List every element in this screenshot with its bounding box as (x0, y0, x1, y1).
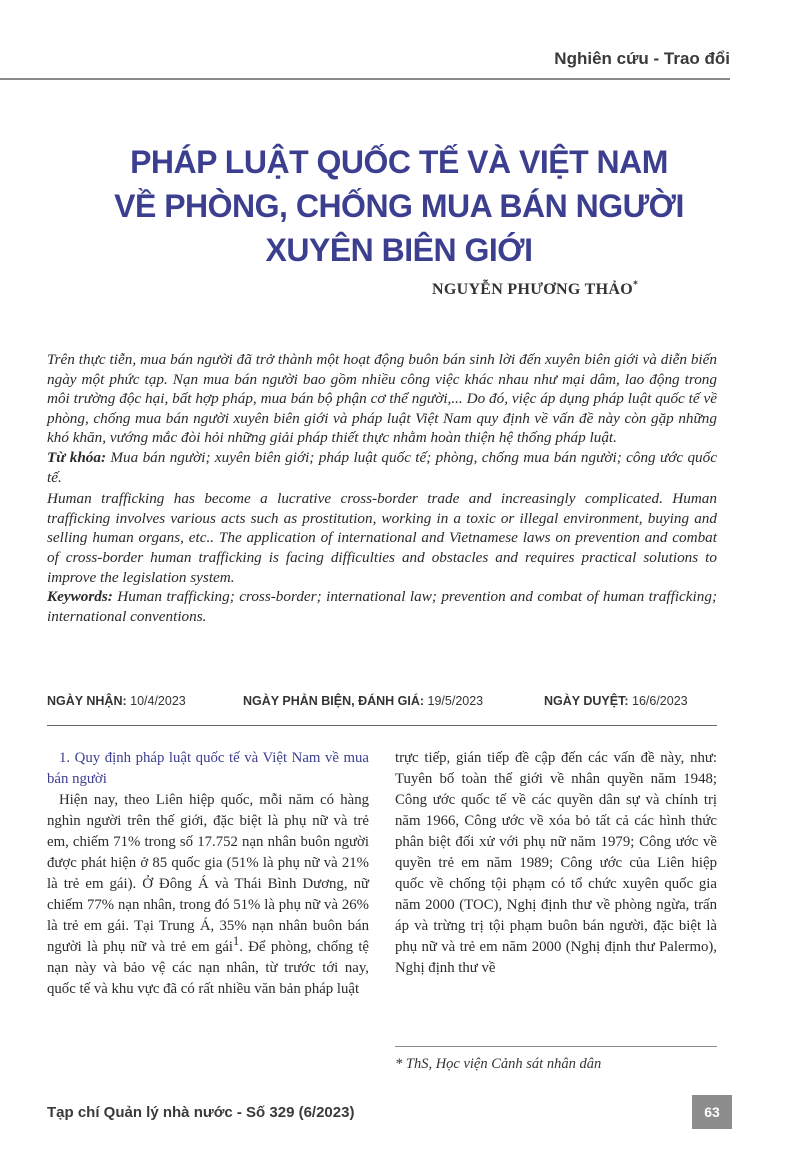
author-footnote-mark: * (632, 279, 639, 291)
abstract-vietnamese: Trên thực tiễn, mua bán người đã trở thành một hoạt động buôn bán sinh lời đến xuyên biên giới và diễn biến ngày một phức tạp. Nạn mua bán người bao gồm nhiều công việc khác nhau như mại dâm, lao động trong môi trường độc hại, bất hợp pháp, mua bán bộ phận cơ thể người,... Do đó, việc áp dụng pháp luật quốc tế về phòng, chống mua bán người xuyên biên giới và pháp luật Việt Nam quy định về vấn đề này còn gặp những khó khăn, vướng mắc đòi hỏi những giải pháp thiết thực nhằm hoàn thiện hệ thống pháp luật. (47, 351, 717, 447)
dates-divider (47, 725, 717, 726)
keywords-english (47, 587, 717, 626)
keywords-vi-label: Từ khóa: (47, 448, 107, 466)
reference-mark: 1 (233, 934, 240, 949)
body-column-left (47, 748, 369, 1000)
title-line-1: PHÁP LUẬT QUỐC TẾ VÀ VIỆT NAM (130, 144, 668, 180)
header-divider (0, 78, 730, 80)
keywords-en-text: Human trafficking; cross-border; international law; prevention and combat of human trafficking; international conventions. (47, 588, 717, 625)
approved-date-value: 16/6/2023 (632, 694, 688, 708)
review-date-value: 19/5/2023 (427, 694, 484, 708)
received-date (47, 694, 186, 708)
author-name: NGUYỄN PHƯƠNG THẢO (432, 281, 633, 298)
keywords-vi-text: Mua bán người; xuyên biên giới; pháp luật quốc tế; phòng, chống mua bán người; công ước quốc tế. (47, 448, 717, 486)
review-date (243, 694, 483, 708)
author-byline (432, 281, 638, 299)
review-date-label: NGÀY PHẢN BIỆN, ĐÁNH GIÁ: (243, 694, 425, 708)
body-paragraph-1-continued: . Để phòng, chống tệ nạn này và bảo vệ các nạn nhân, từ trước tới nay, quốc tế và khu vực đã có rất nhiều văn bản pháp luật (47, 939, 369, 997)
keywords-vietnamese (47, 448, 717, 487)
article-title (60, 140, 738, 272)
journal-footer: Tạp chí Quản lý nhà nước - Số 329 (6/2023) (47, 1104, 355, 1121)
section-label: Nghiên cứu - Trao đổi (554, 49, 730, 68)
author-footnote: * ThS, Học viện Cảnh sát nhân dân (395, 1056, 602, 1072)
footnote-divider (395, 1046, 717, 1047)
body-paragraph-1-text: Hiện nay, theo Liên hiệp quốc, mỗi năm có hàng nghìn người trên thế giới, đặc biệt là phụ nữ và trẻ em, chiếm 71% trong số 17.752 nạn nhân buôn người được phát hiện ở 85 quốc gia (51% là phụ nữ và 21% là trẻ em gái). Ở Đông Á và Thái Bình Dương, nữ chiếm 77% nạn nhân, trong đó 51% là phụ nữ và 26% là trẻ em gái. Tại Trung Á, 35% nạn nhân buôn bán người là phụ nữ và trẻ em gái (47, 792, 369, 955)
page-number: 63 (692, 1095, 732, 1129)
approved-date-label: NGÀY DUYỆT: (544, 694, 629, 708)
body-column-right (395, 748, 717, 979)
received-date-label: NGÀY NHẬN: (47, 694, 127, 708)
received-date-value: 10/4/2023 (130, 694, 186, 708)
abstract-english: Human trafficking has become a lucrative cross-border trade and increasingly complicated. Human trafficking involves various acts such as prostitution, working in a toxic or illegal environment, buying and selling human organs, etc.. The application of international and Vietnamese laws on prevention and combat of cross-border human trafficking is facing difficulties and obstacles and requires practical solutions to improve the legislation system. (47, 490, 717, 586)
title-line-2: VỀ PHÒNG, CHỐNG MUA BÁN NGƯỜI XUYÊN BIÊN GIỚI (114, 188, 684, 268)
body-paragraph-1 (47, 790, 369, 1000)
abstract-block (47, 350, 717, 626)
body-paragraph-right: trực tiếp, gián tiếp đề cập đến các vấn đề này, như: Tuyên bố toàn thế giới về nhân quyền năm 1948; Công ước quốc tế về các quyền dân sự và chính trị năm 1966, Công ước về xóa bỏ tất cả các hình thức phân biệt đối xử với phụ nữ năm 1979; Công ước về quyền trẻ em năm 1989; Công ước của Liên hiệp quốc về chống tội phạm có tổ chức xuyên quốc gia năm 2000 (TOC), Nghị định thư về phòng ngừa, trấn áp và trừng trị tội phạm buôn bán người, đặc biệt là phụ nữ và trẻ em năm 2000 (Nghị định thư Palermo), Nghị định thư về (395, 750, 717, 976)
keywords-en-label: Keywords: (47, 588, 113, 606)
approved-date (544, 694, 688, 708)
section-heading: 1. Quy định pháp luật quốc tế và Việt Nam về mua bán người (47, 750, 369, 787)
